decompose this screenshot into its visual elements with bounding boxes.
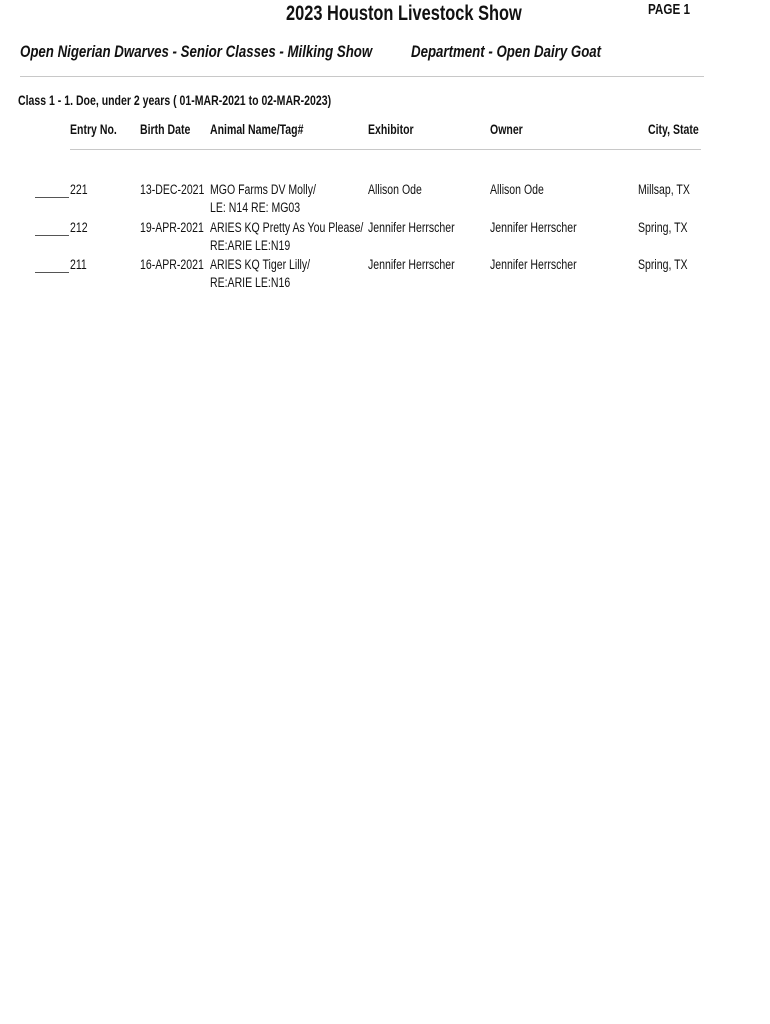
department-label-text: Department - Open Dairy Goat <box>411 42 602 61</box>
show-subtitle-text: Open Nigerian Dwarves - Senior Classes - Milking Show <box>20 42 373 61</box>
table-row-city <box>638 181 705 199</box>
column-header-exhibitor <box>368 122 427 137</box>
animal-name: MGO Farms DV Molly/ <box>210 182 316 197</box>
table-row-entry <box>70 256 92 274</box>
column-header-entry <box>70 122 130 137</box>
animal-name: ARIES KQ Tiger Lilly/ <box>210 257 311 272</box>
animal-tag: LE: N14 RE: MG03 <box>210 200 301 215</box>
city-state: Spring, TX <box>638 220 688 235</box>
table-row-owner <box>490 256 601 274</box>
table-row-entry <box>70 181 93 199</box>
column-header-animal-text: Animal Name/Tag# <box>210 122 304 137</box>
page-number <box>648 1 702 18</box>
column-header-exhibitor-text: Exhibitor <box>368 122 414 137</box>
header-divider <box>20 76 704 77</box>
table-row-city <box>638 256 702 274</box>
column-header-city-state <box>648 122 713 137</box>
table-row-exhibitor <box>368 256 479 274</box>
column-header-birth-date <box>140 122 205 137</box>
table-row-animal <box>210 181 346 217</box>
table-row-city <box>638 219 702 237</box>
birth-date: 16-APR-2021 <box>140 257 204 272</box>
exhibitor-name: Allison Ode <box>368 182 422 197</box>
page-number-text: PAGE 1 <box>648 1 691 18</box>
column-header-owner <box>490 122 532 137</box>
entry-number: 212 <box>70 220 88 235</box>
class-heading-text: Class 1 - 1. Doe, under 2 years ( 01-MAR-2021 to 02-MAR-2023) <box>18 93 332 108</box>
animal-tag: RE:ARIE LE:N19 <box>210 238 291 253</box>
placing-blank <box>35 272 69 273</box>
column-header-owner-text: Owner <box>490 122 523 137</box>
city-state: Millsap, TX <box>638 182 690 197</box>
exhibitor-name: Jennifer Herrscher <box>368 220 455 235</box>
animal-tag: RE:ARIE LE:N16 <box>210 275 291 290</box>
city-state: Spring, TX <box>638 257 688 272</box>
exhibitor-name: Jennifer Herrscher <box>368 257 455 272</box>
column-header-birth-date-text: Birth Date <box>140 122 191 137</box>
table-row-owner <box>490 181 559 199</box>
table-row-owner <box>490 219 601 237</box>
column-header-entry-text: Entry No. <box>70 122 117 137</box>
department-label <box>411 42 655 62</box>
class-heading <box>18 93 419 108</box>
table-row-exhibitor <box>368 219 479 237</box>
column-header-animal <box>210 122 330 137</box>
table-row-entry <box>70 219 93 237</box>
birth-date: 19-APR-2021 <box>140 220 204 235</box>
entry-number: 211 <box>70 257 87 272</box>
table-row-animal <box>210 256 338 292</box>
owner-name: Jennifer Herrscher <box>490 257 577 272</box>
owner-name: Allison Ode <box>490 182 544 197</box>
birth-date: 13-DEC-2021 <box>140 182 205 197</box>
column-header-divider <box>70 149 701 150</box>
entry-number: 221 <box>70 182 88 197</box>
placing-blank <box>35 197 69 198</box>
show-subtitle <box>20 42 472 62</box>
owner-name: Jennifer Herrscher <box>490 220 577 235</box>
document-title <box>286 2 588 26</box>
document-title-text: 2023 Houston Livestock Show <box>286 2 522 25</box>
animal-name: ARIES KQ Pretty As You Please/ <box>210 220 364 235</box>
column-header-city-state-text: City, State <box>648 122 699 137</box>
placing-blank <box>35 235 69 236</box>
table-row-exhibitor <box>368 181 437 199</box>
